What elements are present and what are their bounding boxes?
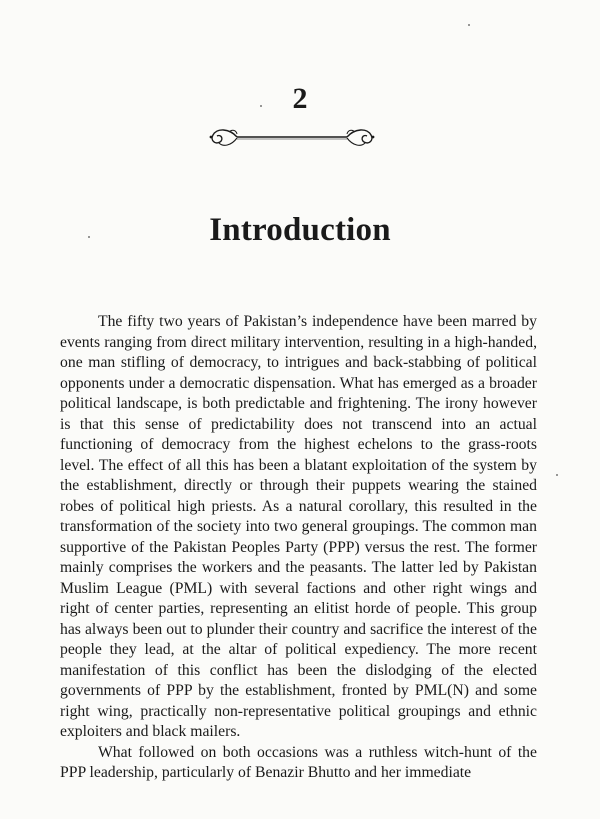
body-text — [60, 312, 537, 784]
scan-speck — [556, 474, 558, 476]
chapter-title: Introduction — [209, 212, 391, 248]
scan-speck — [88, 236, 90, 238]
paragraph: The fifty two years of Pakistan’s independence have been marred by events ranging from direct military intervention, resulting in a high-handed, one man stifling of democracy, to intrigues and back-stabbing of political opponents under a democratic dispensation. What has emerged as a broader political landscape, is both predictable and frightening. The irony however is that this sense of predictability does not transcend into an actual functioning of democracy from the highest echelons to the grass-roots level. The effect of all this has been a blatant exploitation of the system by the establishment, directly or through their puppets wearing the stained robes of political high priests. As a natural corollary, this resulted in the transformation of the society into two general groupings. The common man supportive of the Pakistan Peoples Party (PPP) versus the rest. The former mainly comprises the workers and the peasants. The latter led by Pakistan Muslim League (PML) with several factions and other right wings and right of center parties, representing an elitist horde of people. This group has always been out to plunder their country and sacrifice the interest of the people they lead, at the altar of political expediency. The more recent manifestation of this conflict has been the dislodging of the elected governments of PPP by the establishment, fronted by PML(N) and some right wing, practically non-representative political groupings and ethnic exploiters and black mailers. — [60, 313, 537, 740]
scan-speck — [260, 105, 262, 107]
decorative-divider-icon — [207, 124, 377, 150]
paragraph: What followed on both occasions was a ruthless witch-hunt of the PPP leadership, particularly of Benazir Bhutto and her immediate — [60, 743, 537, 781]
chapter-number: 2 — [292, 82, 308, 115]
scan-speck — [468, 24, 470, 26]
